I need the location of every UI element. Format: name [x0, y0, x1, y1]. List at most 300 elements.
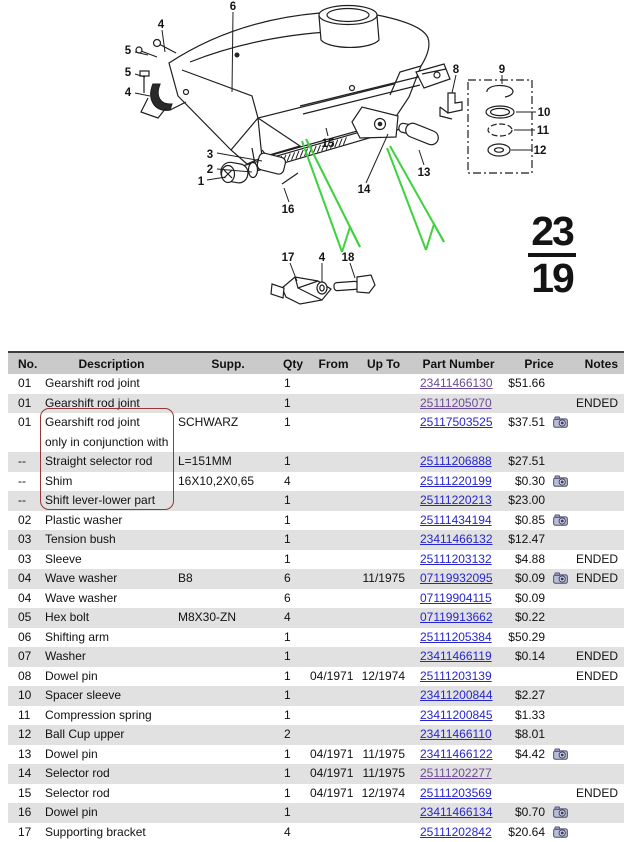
cell-part-number [410, 725, 507, 745]
description-text-line2: only in conjunction with [45, 435, 168, 449]
cell-description [45, 589, 178, 609]
description-text: Gearshift rod joint [45, 376, 140, 390]
description-text: Shim [45, 474, 72, 488]
cell-description [45, 686, 178, 706]
cell-from [310, 491, 357, 511]
cell-from [310, 374, 357, 394]
cell-notes [571, 589, 624, 609]
cell-camera [549, 530, 571, 550]
cell-qty: 1 [278, 394, 310, 414]
cell-price: $0.09 [507, 589, 549, 609]
cell-upto [357, 472, 410, 492]
cell-price [507, 784, 549, 804]
cell-upto [357, 374, 410, 394]
cell-description [45, 823, 178, 842]
cell-no: 08 [8, 667, 45, 687]
cell-no: -- [8, 491, 45, 511]
cell-from [310, 823, 357, 842]
cell-from [310, 706, 357, 726]
cell-notes [571, 725, 624, 745]
cell-no: -- [8, 452, 45, 472]
callout-number-15: 15 [322, 138, 335, 150]
cell-description [45, 764, 178, 784]
cell-price: $37.51 [507, 413, 549, 452]
cell-no: 12 [8, 725, 45, 745]
cell-notes [571, 374, 624, 394]
table-row [8, 608, 624, 628]
part-number-link[interactable]: 25111205070 [420, 396, 492, 410]
cell-no: 14 [8, 764, 45, 784]
cell-from [310, 530, 357, 550]
cell-camera [549, 589, 571, 609]
cell-price: $8.01 [507, 725, 549, 745]
table-row [8, 452, 624, 472]
part-number-link[interactable]: 07119913662 [420, 610, 493, 624]
cell-no: 07 [8, 647, 45, 667]
cell-price: $0.09 [507, 569, 549, 589]
table-row [8, 803, 624, 823]
part-number-link[interactable]: 25111203139 [420, 669, 492, 683]
cell-qty: 6 [278, 569, 310, 589]
cell-description [45, 706, 178, 726]
cell-from: 04/1971 [310, 784, 357, 804]
cell-from [310, 569, 357, 589]
description-text: Gearshift rod joint [45, 415, 140, 429]
cell-from [310, 452, 357, 472]
cell-part-number [410, 803, 507, 823]
cell-no: 01 [8, 394, 45, 414]
description-text: Selector rod [45, 786, 110, 800]
cell-supp [178, 686, 278, 706]
cell-description [45, 569, 178, 589]
diagram-page-number [524, 213, 580, 297]
cell-qty: 1 [278, 686, 310, 706]
cell-no: 17 [8, 823, 45, 842]
cell-upto [357, 725, 410, 745]
cell-part-number [410, 647, 507, 667]
part-number-link[interactable]: 25117503525 [420, 415, 493, 429]
cell-qty: 1 [278, 745, 310, 765]
cell-notes [571, 628, 624, 648]
cell-part-number [410, 745, 507, 765]
cell-camera [549, 706, 571, 726]
col-header-part-number: Part Number [410, 352, 507, 374]
cell-notes [571, 745, 624, 765]
col-header-price: Price [507, 352, 571, 374]
cell-camera [549, 784, 571, 804]
cell-part-number [410, 784, 507, 804]
callout-number-2: 2 [207, 164, 213, 176]
camera-icon[interactable] [553, 748, 568, 760]
cell-upto [357, 823, 410, 842]
callout-number-5: 5 [125, 45, 132, 57]
cell-description [45, 608, 178, 628]
table-row [8, 686, 624, 706]
cell-qty: 1 [278, 511, 310, 531]
cell-camera [549, 413, 571, 452]
cell-from [310, 686, 357, 706]
col-header-notes: Notes [571, 352, 624, 374]
cell-price: $50.29 [507, 628, 549, 648]
page-number-bottom: 19 [531, 255, 573, 301]
description-text: Wave washer [45, 571, 117, 585]
cell-description [45, 803, 178, 823]
cell-no: 15 [8, 784, 45, 804]
table-row [8, 472, 624, 492]
cell-camera [549, 511, 571, 531]
part-number-link[interactable]: 23411200845 [420, 708, 493, 722]
cell-supp: B8 [178, 569, 278, 589]
part-number-link[interactable]: 25111434194 [420, 513, 492, 527]
cell-upto [357, 803, 410, 823]
supporting-bracket-group [271, 275, 375, 304]
cell-price: $20.64 [507, 823, 549, 842]
cell-description [45, 667, 178, 687]
cell-part-number [410, 667, 507, 687]
cell-no: -- [8, 472, 45, 492]
cell-supp [178, 803, 278, 823]
cell-part-number [410, 764, 507, 784]
cell-from [310, 511, 357, 531]
cell-upto [357, 550, 410, 570]
cell-supp [178, 394, 278, 414]
callout-number-1: 1 [198, 176, 205, 188]
description-text: Straight selector rod [45, 454, 152, 468]
part-number-link[interactable]: 23411466110 [420, 727, 492, 741]
description-text: Shift lever-lower part [45, 493, 155, 507]
table-row [8, 647, 624, 667]
cell-camera [549, 452, 571, 472]
table-row [8, 764, 624, 784]
description-text: Dowel pin [45, 747, 98, 761]
rod-joint-parts [219, 152, 298, 184]
cell-qty: 1 [278, 374, 310, 394]
part-number-link[interactable]: 23411466134 [420, 805, 493, 819]
callout-number-16: 16 [282, 204, 295, 216]
cell-upto [357, 394, 410, 414]
col-header-supp: Supp. [178, 352, 278, 374]
description-text: Hex bolt [45, 610, 89, 624]
ring-detail-box [468, 80, 532, 173]
cell-qty: 1 [278, 628, 310, 648]
col-header-qty: Qty [278, 352, 310, 374]
camera-icon[interactable] [553, 475, 568, 487]
cell-supp [178, 589, 278, 609]
cell-no: 04 [8, 589, 45, 609]
cell-part-number [410, 608, 507, 628]
table-row [8, 569, 624, 589]
callout-number-11: 11 [537, 125, 550, 137]
description-text: Sleeve [45, 552, 82, 566]
cell-description [45, 628, 178, 648]
cell-price [507, 394, 549, 414]
cell-qty: 1 [278, 784, 310, 804]
cell-description [45, 745, 178, 765]
cell-upto [357, 608, 410, 628]
cell-notes [571, 491, 624, 511]
callout-number-14: 14 [358, 184, 371, 196]
table-row [8, 589, 624, 609]
cell-description [45, 413, 178, 452]
cell-camera [549, 667, 571, 687]
cell-supp [178, 550, 278, 570]
description-text: Supporting bracket [45, 825, 146, 839]
cell-no: 16 [8, 803, 45, 823]
cell-supp [178, 764, 278, 784]
cell-no: 10 [8, 686, 45, 706]
cell-upto [357, 647, 410, 667]
cell-part-number [410, 374, 507, 394]
part-number-link[interactable]: 25111202842 [420, 825, 492, 839]
table-row [8, 706, 624, 726]
cell-camera [549, 647, 571, 667]
description-text: Spacer sleeve [45, 688, 121, 702]
cell-price: $0.14 [507, 647, 549, 667]
cell-from [310, 628, 357, 648]
part-number-link[interactable]: 23411466132 [420, 532, 493, 546]
cell-from [310, 550, 357, 570]
cell-qty: 1 [278, 452, 310, 472]
cell-qty: 6 [278, 589, 310, 609]
cell-price: $0.22 [507, 608, 549, 628]
callout-number-4: 4 [158, 19, 165, 31]
cell-from [310, 472, 357, 492]
cell-part-number [410, 511, 507, 531]
cell-from [310, 589, 357, 609]
cell-qty: 4 [278, 608, 310, 628]
cell-qty: 1 [278, 550, 310, 570]
cell-supp [178, 784, 278, 804]
cell-notes [571, 472, 624, 492]
table-row [8, 413, 624, 452]
cell-upto: 11/1975 [357, 764, 410, 784]
camera-icon[interactable] [553, 514, 568, 526]
cell-notes [571, 764, 624, 784]
cell-supp [178, 706, 278, 726]
cell-camera [549, 394, 571, 414]
cell-qty: 1 [278, 413, 310, 452]
cell-price: $2.27 [507, 686, 549, 706]
cell-camera [549, 569, 571, 589]
cell-qty: 1 [278, 647, 310, 667]
cell-camera [549, 764, 571, 784]
cell-supp [178, 530, 278, 550]
table-row [8, 745, 624, 765]
part-number-link[interactable]: 25111205384 [420, 630, 492, 644]
camera-icon[interactable] [553, 572, 568, 584]
col-header-description: Description [45, 352, 178, 374]
cell-qty: 1 [278, 706, 310, 726]
cell-qty: 1 [278, 530, 310, 550]
callout-number-5: 5 [125, 67, 132, 79]
table-row [8, 530, 624, 550]
cell-notes [571, 823, 624, 842]
cell-supp: SCHWARZ [178, 413, 278, 452]
parts-table [8, 351, 624, 842]
cell-camera [549, 608, 571, 628]
cell-part-number [410, 472, 507, 492]
cell-notes: ENDED [571, 647, 624, 667]
cell-supp [178, 647, 278, 667]
cell-camera [549, 491, 571, 511]
cell-supp [178, 725, 278, 745]
cell-description [45, 530, 178, 550]
cell-price: $0.70 [507, 803, 549, 823]
cell-price: $0.85 [507, 511, 549, 531]
table-row [8, 725, 624, 745]
cell-description [45, 491, 178, 511]
cell-notes: ENDED [571, 550, 624, 570]
cell-qty: 2 [278, 725, 310, 745]
cell-upto [357, 413, 410, 452]
cell-part-number [410, 394, 507, 414]
cell-upto [357, 511, 410, 531]
callout-number-13: 13 [418, 167, 431, 179]
cell-from: 04/1971 [310, 764, 357, 784]
cell-notes [571, 686, 624, 706]
cell-price: $12.47 [507, 530, 549, 550]
cell-notes [571, 413, 624, 452]
cell-no: 02 [8, 511, 45, 531]
cell-from: 04/1971 [310, 745, 357, 765]
cell-description [45, 511, 178, 531]
description-text: Ball Cup upper [45, 727, 124, 741]
cell-upto [357, 589, 410, 609]
cell-supp [178, 374, 278, 394]
cell-part-number [410, 413, 507, 452]
part-number-link[interactable]: 23411466119 [420, 649, 492, 663]
cell-camera [549, 472, 571, 492]
table-row [8, 394, 624, 414]
camera-icon[interactable] [553, 806, 568, 818]
part-number-link[interactable]: 23411466130 [420, 376, 493, 390]
col-header-upto: Up To [357, 352, 410, 374]
part-number-link[interactable]: 25111203132 [420, 552, 492, 566]
part-number-link[interactable]: 25111202277 [420, 766, 492, 780]
bracket-8 [448, 93, 462, 113]
callout-number-3: 3 [207, 149, 213, 161]
cell-camera [549, 374, 571, 394]
cell-notes [571, 511, 624, 531]
cell-notes [571, 530, 624, 550]
cell-upto: 11/1975 [357, 569, 410, 589]
cell-supp: 16X10,2X0,65 [178, 472, 278, 492]
table-header [8, 352, 624, 374]
cell-part-number [410, 550, 507, 570]
part-number-link[interactable]: 25111203569 [420, 786, 492, 800]
left-fasteners [136, 40, 186, 119]
cell-notes [571, 803, 624, 823]
cell-price: $4.88 [507, 550, 549, 570]
cell-description [45, 784, 178, 804]
cell-part-number [410, 452, 507, 472]
cell-qty: 4 [278, 823, 310, 842]
description-text: Dowel pin [45, 669, 98, 683]
cell-supp [178, 491, 278, 511]
cell-upto [357, 491, 410, 511]
cell-price: $51.66 [507, 374, 549, 394]
cell-from [310, 608, 357, 628]
cell-description [45, 550, 178, 570]
cell-no: 06 [8, 628, 45, 648]
part-number-link[interactable]: 25111206888 [420, 454, 492, 468]
callout-number-6: 6 [230, 1, 236, 13]
part-number-link[interactable]: 07119932095 [420, 571, 493, 585]
cell-notes: ENDED [571, 569, 624, 589]
cell-from [310, 647, 357, 667]
cell-supp [178, 745, 278, 765]
cell-no: 01 [8, 413, 45, 452]
table-row [8, 628, 624, 648]
callout-number-17: 17 [282, 252, 295, 264]
table-row [8, 374, 624, 394]
cell-no: 01 [8, 374, 45, 394]
cell-part-number [410, 530, 507, 550]
cell-upto [357, 452, 410, 472]
part-number-link[interactable]: 23411466122 [420, 747, 493, 761]
cell-upto [357, 686, 410, 706]
cell-supp [178, 823, 278, 842]
cell-qty: 1 [278, 764, 310, 784]
camera-icon[interactable] [553, 416, 568, 428]
cell-description [45, 374, 178, 394]
cell-part-number [410, 628, 507, 648]
description-text: Tension bush [45, 532, 116, 546]
table-row [8, 511, 624, 531]
part-number-link[interactable]: 23411200844 [420, 688, 493, 702]
cell-price: $1.33 [507, 706, 549, 726]
lever-opening-cylinder [319, 6, 379, 48]
part-number-link[interactable]: 25111220199 [420, 474, 492, 488]
cell-no: 11 [8, 706, 45, 726]
callout-number-4: 4 [125, 87, 132, 99]
cell-part-number [410, 686, 507, 706]
cell-from [310, 394, 357, 414]
cell-description [45, 472, 178, 492]
camera-icon[interactable] [553, 826, 568, 838]
cell-part-number [410, 706, 507, 726]
callout-number-8: 8 [453, 64, 460, 76]
cell-part-number [410, 823, 507, 842]
cell-upto [357, 530, 410, 550]
cell-qty: 1 [278, 491, 310, 511]
cell-notes [571, 608, 624, 628]
description-text: Gearshift rod joint [45, 396, 140, 410]
description-text: Washer [45, 649, 86, 663]
green-highlight-arrows [302, 139, 444, 252]
col-header-from: From [310, 352, 357, 374]
part-number-link[interactable]: 07119904115 [420, 591, 492, 605]
cell-no: 05 [8, 608, 45, 628]
cell-description [45, 394, 178, 414]
cell-notes: ENDED [571, 667, 624, 687]
cell-price: $27.51 [507, 452, 549, 472]
description-text: Dowel pin [45, 805, 98, 819]
part-number-link[interactable]: 25111220213 [420, 493, 492, 507]
cell-supp [178, 667, 278, 687]
cell-supp [178, 511, 278, 531]
cell-upto [357, 628, 410, 648]
callout-number-18: 18 [342, 252, 355, 264]
cell-notes [571, 706, 624, 726]
cell-no: 03 [8, 530, 45, 550]
cell-qty: 1 [278, 667, 310, 687]
cell-qty: 1 [278, 803, 310, 823]
description-text: Selector rod [45, 766, 110, 780]
description-text: Wave washer [45, 591, 117, 605]
cell-no: 13 [8, 745, 45, 765]
cell-part-number [410, 569, 507, 589]
